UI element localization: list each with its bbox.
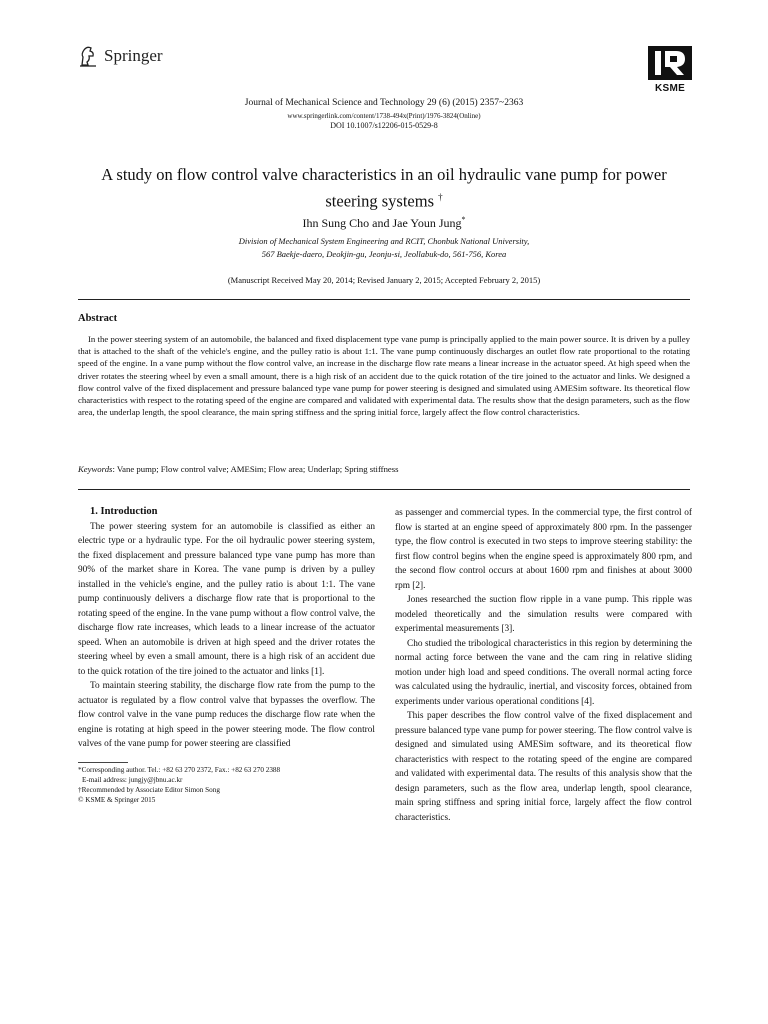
affiliation-line-2: 567 Baekje-daero, Deokjin-gu, Jeonju-si, Jeollabuk-do, 561-756, Korea [261, 249, 507, 259]
article-title-text: A study on flow control valve characteristics in an oil hydraulic vane pump for power steering systems [101, 165, 667, 211]
title-footnote-mark: † [438, 192, 443, 202]
doi: DOI 10.1007/s12206-015-0529-8 [330, 121, 438, 130]
springer-logo [78, 45, 163, 67]
article-title [80, 164, 688, 213]
author-footnote-mark: * [461, 215, 466, 224]
keywords [78, 464, 399, 474]
abstract-body: In the power steering system of an automobile, the balanced and fixed displacement type vane pump is principally applied to the main power source. It is driven by a pulley that is attached to the shaft of the vehicle's engine, and the pulley ratio is about 1:1. The vane pump continuously discharges an outlet flow rate proportional to the rotating speed of the engine. In a vane pump without the flow control valve, an increase in the discharge flow rate means a linear increase in the actuator speed. At high speed when the driver rotates the steering wheel by even a small amount, there is a high risk of an accident due to the quick rotation of the tire joined to the actuator and links. We designed a flow control valve of the fixed displacement and pressure balanced type vane pump for power steering is designed and simulated using AMESim software. Its theoretical flow characteristics with respect to the rotating speed of the engine are compared and validated with experimental data. The results show that the design parameters, such as the flow area, the underlap length, the spool clearance, the main spring stiffness and the spring initial force, largely affect the flow control characteristics. [78, 334, 690, 418]
keywords-label: Keywords [78, 464, 113, 474]
springer-horse-icon [78, 45, 98, 67]
journal-url[interactable]: www.springerlink.com/content/1738-494x(Print)/1976-3824(Online) [287, 112, 481, 120]
abstract-heading: Abstract [78, 313, 118, 324]
intro-paragraph-1: The power steering system for an automobile is classified as either an electric type or a hydraulic type. For the oil hydraulic power steering system, the fixed displacement and pressure balanced type vane pump has more than 90% of the market share in Korea. The vane pump is driven by a pulley installed in the vehicle's engine, and the pulley ratio is about 1:1. The vane pump continuously delivers a discharge flow rate that is proportional to the rotating speed of the engine. In the vane pump without a flow control valve, the discharge flow rate increases, which leads to a linear increase of the actuator speed. When an automobile is driven at high speed and the driver rotates the steering wheel by even a small amount, there is a high risk of an accident due to the quick rotation of the tire joined to the actuator and links [1]. [78, 521, 375, 677]
ksme-logo [648, 46, 692, 94]
top-divider [78, 299, 690, 300]
affiliation-line-1: Division of Mechanical System Engineering and RCIT, Chonbuk National University, [238, 236, 530, 246]
society-name: KSME [654, 83, 686, 94]
ksme-emblem-icon [648, 46, 692, 80]
left-column [78, 505, 375, 805]
right-column [395, 506, 692, 825]
footnote-corresponding-author: *Corresponding author. Tel.: +82 63 270 2372, Fax.: +82 63 270 2388 [78, 765, 281, 774]
authors [0, 215, 768, 231]
intro-paragraph-2: To maintain steering stability, the discharge flow rate from the pump to the actuator is regulated by a flow control valve that bypasses the overflow. The flow control valve in the vane pump reduces the discharge flow rate when the engine is rotating at high speed in the power steering mode. The flow control valves of the vane pump for power steering are classified [78, 681, 375, 749]
intro-paragraph-6: This paper describes the flow control valve of the fixed displacement and pressure balanced type vane pump for power steering. The flow control valve is designed and simulated using AMESim software, and its theoretical flow characteristics with respect to the rotating speed of the engine are compared and validated with experimental data. The results of this analysis show that the design parameters, such as the flow area, underlap length, spool clearance, main spring stiffness and spring initial force, largely affect the flow control characteristics. [395, 711, 692, 823]
footnote-divider [78, 762, 128, 763]
author-names: Ihn Sung Cho and Jae Youn Jung [302, 216, 462, 230]
intro-paragraph-5: Cho studied the tribological characteristics in this region by determining the normal acting force between the vane and the cam ring in relative sliding motion under high load and speed conditions. The overall normal acting force was calculated using the hydraulic, inertial, and viscosity forces, obtained from experiments under various operational conditions [4]. [395, 638, 692, 707]
intro-paragraph-4: Jones researched the suction flow ripple in a vane pump. This ripple was modeled theoretically and the simulation results were compared with experimental measurements [3]. [395, 595, 692, 634]
section-heading-introduction: 1. Introduction [90, 506, 158, 517]
footnote-copyright: © KSME & Springer 2015 [78, 795, 156, 804]
publisher-name: Springer [104, 46, 163, 65]
intro-paragraph-3: as passenger and commercial types. In the commercial type, the first control of flow is started at an engine speed of approximately 800 rpm. In the passenger type, the flow control is executed in two steps to improve steering stability: the first flow control begins when the engine speed is approximately 800 rpm, and the second flow control occurs at about 1600 rpm and finishes at about 3000 rpm [2]. [395, 508, 692, 591]
footnote-editor: †Recommended by Associate Editor Simon Song [78, 785, 220, 794]
keywords-list: : Vane pump; Flow control valve; AMESim; Flow area; Underlap; Spring stiffness [112, 464, 399, 474]
abstract-divider [78, 489, 690, 490]
journal-citation: Journal of Mechanical Science and Technology 29 (6) (2015) 2357~2363 [244, 98, 524, 108]
footnote-email: E-mail address: jungjy@jbnu.ac.kr [82, 775, 183, 784]
manuscript-dates: (Manuscript Received May 20, 2014; Revised January 2, 2015; Accepted February 2, 2015) [227, 275, 541, 285]
